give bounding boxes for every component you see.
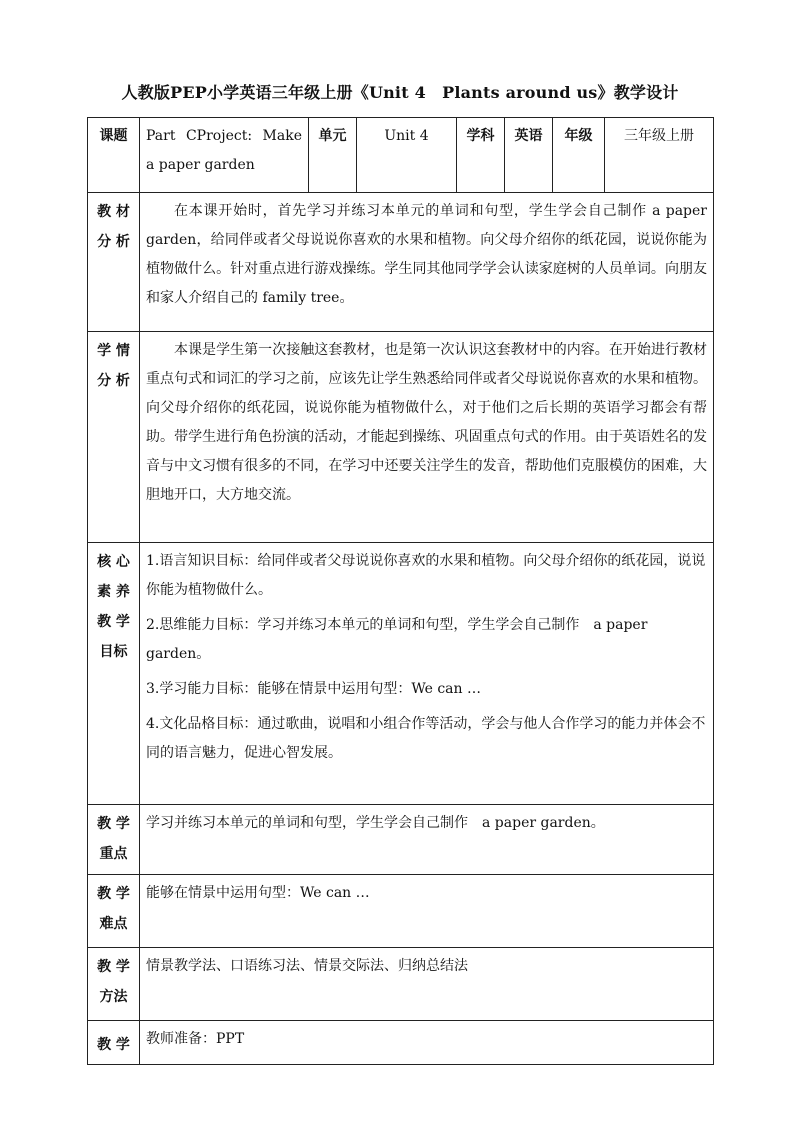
key-points-text: 学习并练习本单元的单词和句型，学生学会自己制作 a paper garden。 <box>146 815 605 831</box>
label-line: 目标 <box>99 644 128 660</box>
unit-value: Unit 4 <box>357 118 457 193</box>
core-goals-row <box>88 543 714 805</box>
key-points-label <box>88 805 140 875</box>
difficulties-cell <box>140 875 714 948</box>
goal-item: 1.语言知识目标：给同伴或者父母说说你喜欢的水果和植物。向父母介绍你的纸花园，说说你能为植物做什么。 <box>146 553 706 598</box>
preparation-cell <box>140 1021 714 1065</box>
label-line: 难点 <box>99 916 128 932</box>
lesson-plan-table <box>87 117 714 1065</box>
goal-item: 4.文化品格目标：通过歌曲，说唱和小组合作等活动，学会与他人合作学习的能力并体会不同的语言魅力，促进心智发展。 <box>146 716 706 761</box>
core-goals-cell <box>140 543 714 805</box>
preparation-text: 教师准备：PPT <box>146 1031 245 1047</box>
student-analysis-label <box>88 332 140 543</box>
key-points-row <box>88 805 714 875</box>
subject-value: 英语 <box>505 118 553 193</box>
label-line: 学 情 <box>97 343 130 359</box>
label-line: 教 材 <box>97 204 130 220</box>
methods-label <box>88 948 140 1021</box>
methods-row <box>88 948 714 1021</box>
label-line: 教 学 <box>97 959 130 975</box>
goal-item: 3.学习能力目标：能够在情景中运用句型：We can … <box>146 681 481 697</box>
material-analysis-row <box>88 193 714 332</box>
grade-label: 年级 <box>553 118 605 193</box>
material-analysis-cell <box>140 193 714 332</box>
topic-value: Part CProject: Make a paper garden <box>140 118 309 193</box>
methods-cell <box>140 948 714 1021</box>
subject-label: 学科 <box>457 118 505 193</box>
grade-value: 三年级上册 <box>605 118 714 193</box>
label-line: 方法 <box>99 989 128 1005</box>
document-title: 人教版PEP小学英语三年级上册《Unit 4 Plants around us》教学设计 <box>121 83 679 102</box>
core-goals-label <box>88 543 140 805</box>
label-line: 核 心 <box>97 554 130 570</box>
label-line: 教 学 <box>97 816 130 832</box>
difficulties-text: 能够在情景中运用句型：We can … <box>146 885 370 901</box>
material-analysis-text: 在本课开始时，首先学习并练习本单元的单词和句型，学生学会自己制作 a paper garden，给同伴或者父母说说你喜欢的水果和植物。向父母介绍你的纸花园，说说你能为植物做什么。针对重点进行游戏操练。学生同其他同学学会认读家庭树的人员单词。向朋友和家人介绍自己的 family tree。 <box>146 203 707 306</box>
methods-text: 情景教学法、口语练习法、情景交际法、归纳总结法 <box>146 958 468 974</box>
label-line: 教 学 <box>97 886 130 902</box>
preparation-row <box>88 1021 714 1065</box>
difficulties-label <box>88 875 140 948</box>
student-analysis-row <box>88 332 714 543</box>
label-line: 教 学 <box>97 1037 130 1053</box>
topic-label: 课题 <box>88 118 140 193</box>
goal-item: 2.思维能力目标：学习并练习本单元的单词和句型，学生学会自己制作 a paper garden。 <box>146 617 648 662</box>
key-points-cell <box>140 805 714 875</box>
unit-label: 单元 <box>309 118 357 193</box>
label-line: 分 析 <box>97 373 130 389</box>
label-line: 素 养 <box>97 584 130 600</box>
preparation-label <box>88 1021 140 1065</box>
student-analysis-cell <box>140 332 714 543</box>
difficulties-row <box>88 875 714 948</box>
material-analysis-label <box>88 193 140 332</box>
student-analysis-text: 本课是学生第一次接触这套教材，也是第一次认识这套教材中的内容。在开始进行教材重点句式和词汇的学习之前，应该先让学生熟悉给同伴或者父母说说你喜欢的水果和植物。向父母介绍你的纸花园，说说你能为植物做什么，对于他们之后长期的英语学习都会有帮助。带学生进行角色扮演的活动，才能起到操练、巩固重点句式的作用。由于英语姓名的发音与中文习惯有很多的不同，在学习中还要关注学生的发音，帮助他们克服模仿的困难，大胆地开口，大方地交流。 <box>146 342 707 503</box>
label-line: 教 学 <box>97 614 130 630</box>
label-line: 分 析 <box>97 234 130 250</box>
label-line: 重点 <box>99 846 128 862</box>
header-row <box>88 118 714 193</box>
